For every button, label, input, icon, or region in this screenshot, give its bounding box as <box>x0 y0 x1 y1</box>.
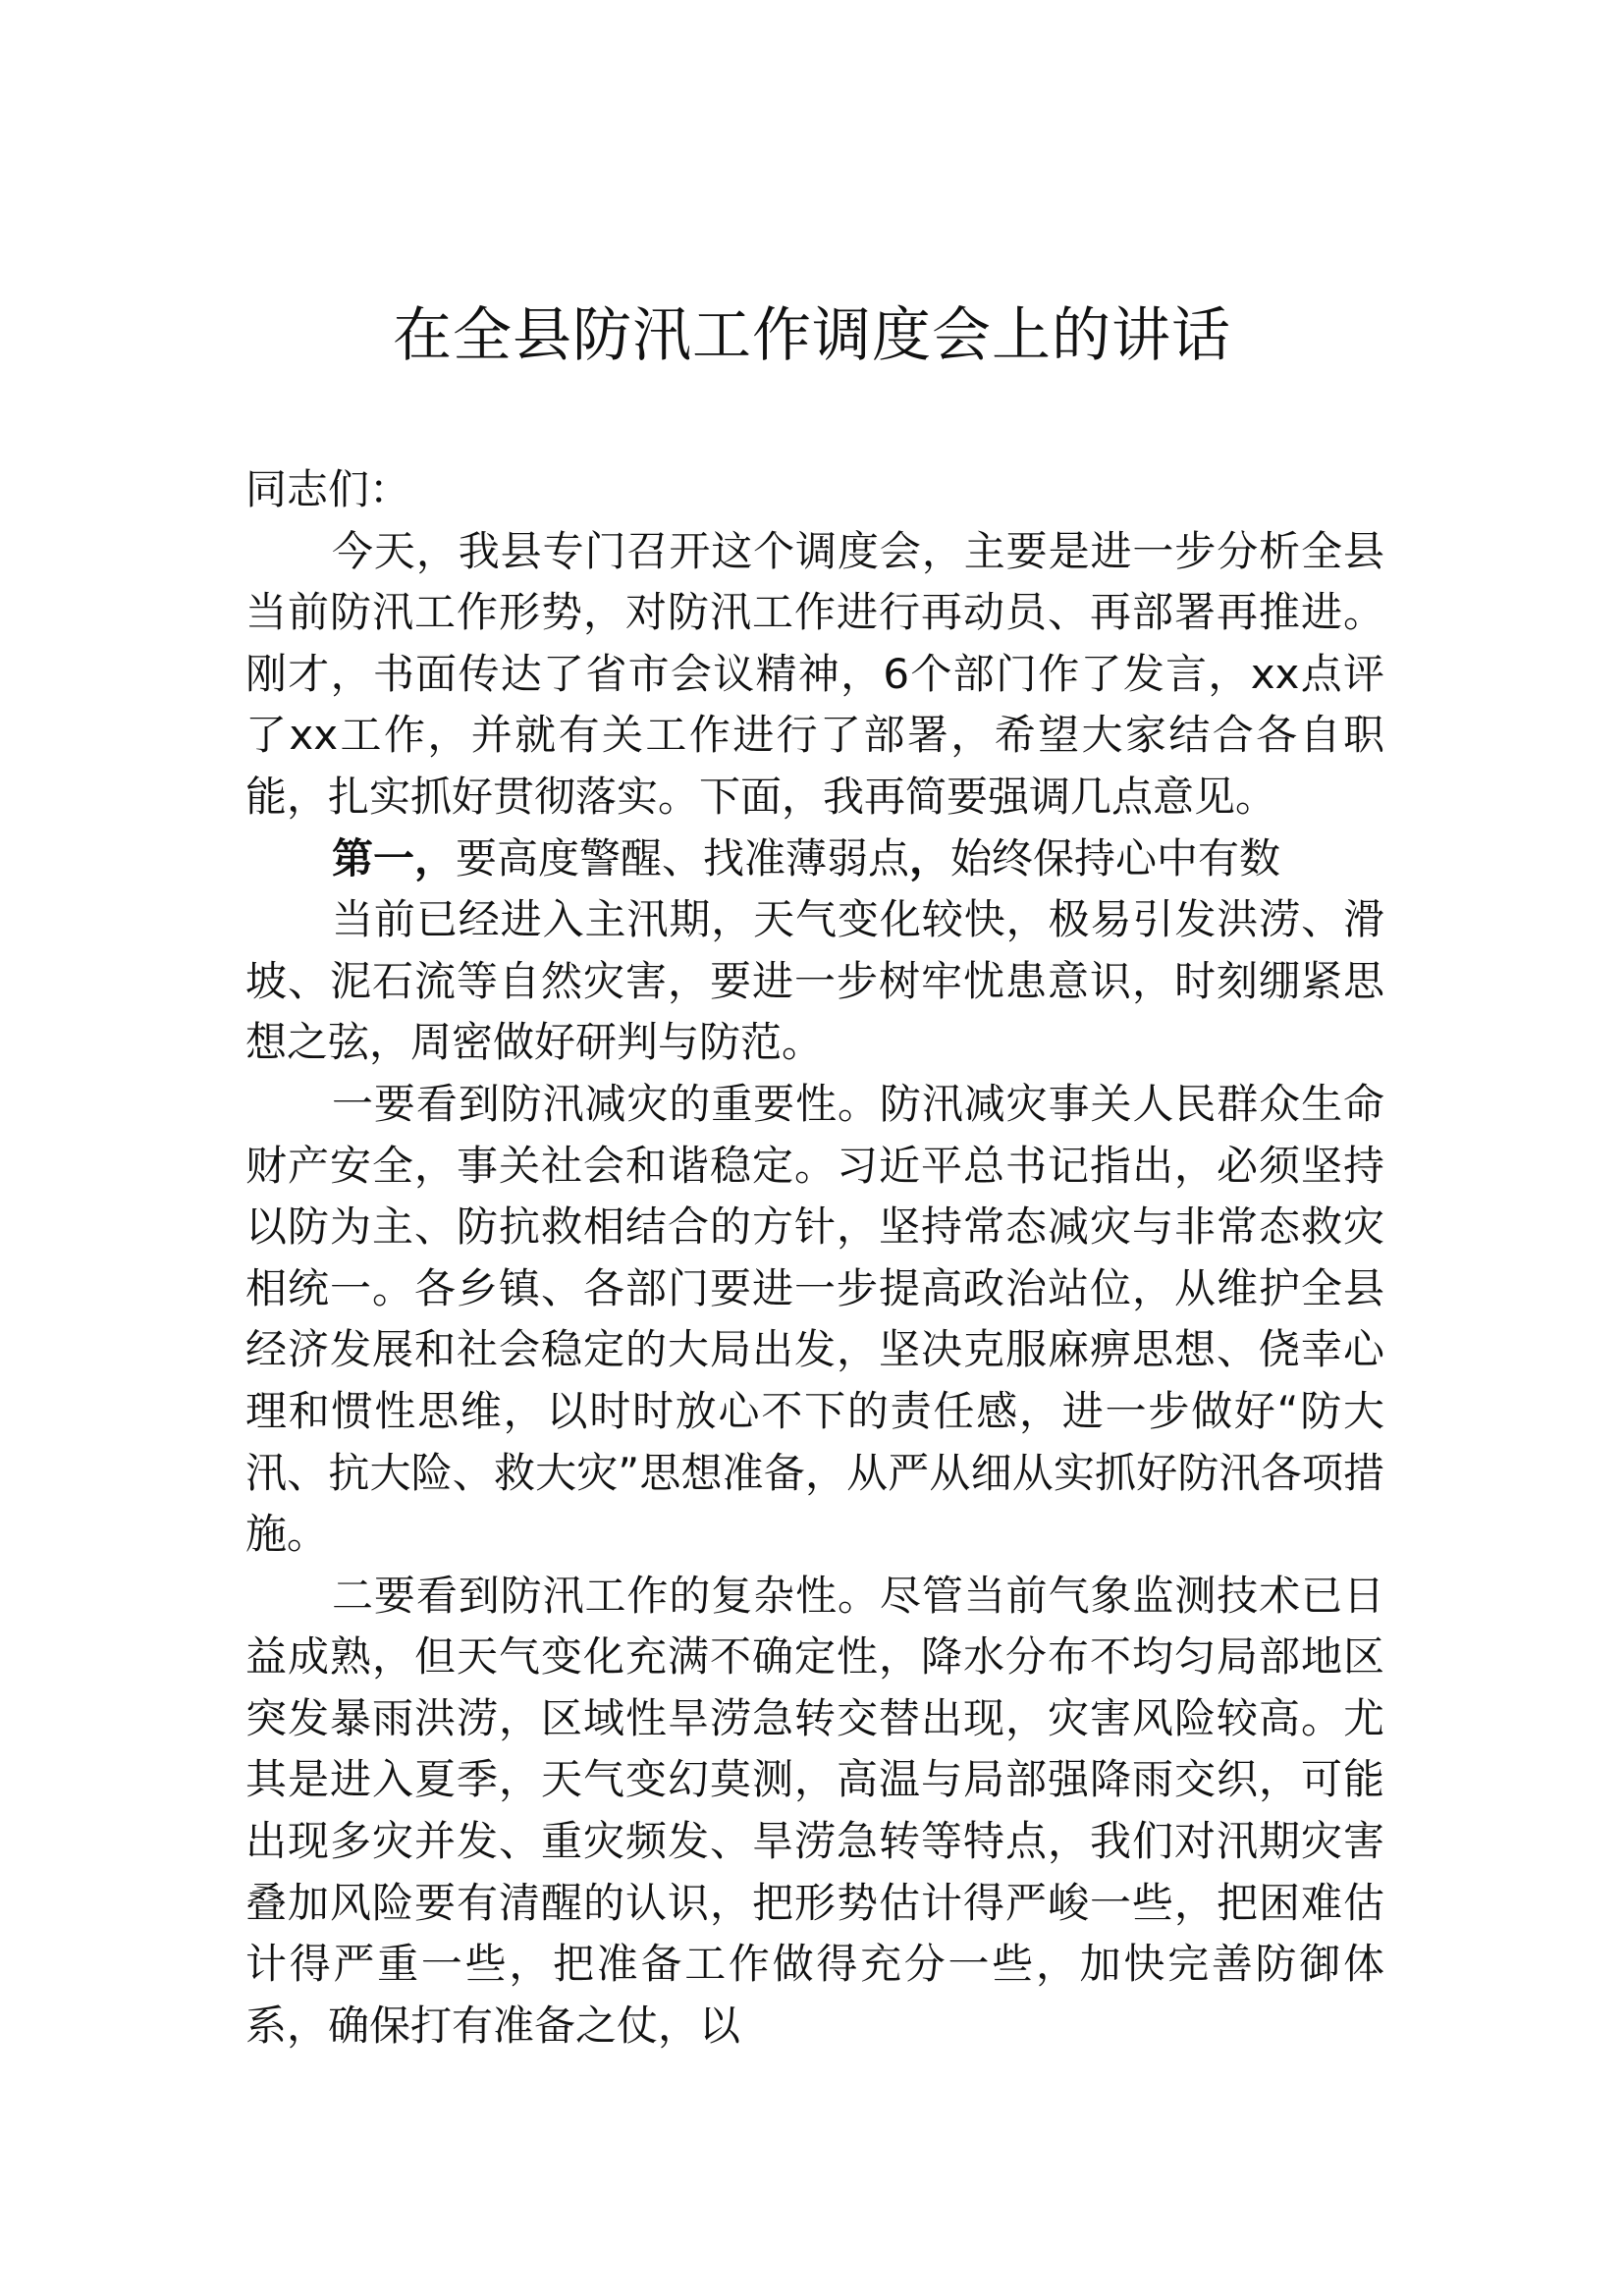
section-separator: ， <box>909 833 951 882</box>
intro-paragraph: 今天，我县专门召开这个调度会，主要是进一步分析全县当前防汛工作形势，对防汛工作进行再动员、再部署再推进。刚才，书面传达了省市会议精神，6个部门作了发言，xx点评了xx工作，并就有关工作进行了部署，希望大家结合各自职能，扎实抓好贯彻落实。下面，我再简要强调几点意见。 <box>245 526 1384 821</box>
document-title: 在全县防汛工作调度会上的讲话 <box>393 301 1231 370</box>
paragraph-3: 二要看到防汛工作的复杂性。尽管当前气象监测技术已日益成熟，但天气变化充满不确定性，降水分布不均匀局部地区突发暴雨洪涝，区域性旱涝急转交替出现，灾害风险较高。尤其是进入夏季，天气变幻莫测，高温与局部强降雨交织，可能出现多灾并发、重灾频发、旱涝急转等特点，我们对汛期灾害叠加风险要有清醒的认识，把形势估计得严峻一些，把困难估计得严重一些，把准备工作做得充分一些，加快完善防御体系，确保打有准备之仗，以 <box>245 1571 1384 2050</box>
salutation: 同志们： <box>245 465 411 513</box>
section-text-b: 始终保持心中有数 <box>950 833 1281 882</box>
paragraph-2: 一要看到防汛减灾的重要性。防汛减灾事关人民群众生命财产安全，事关社会和谐稳定。习近平总书记指出，必须坚持以防为主、防抗救相结合的方针，坚持常态减灾与非常态救灾相统一。各乡镇、各部门要进一步提高政治站位，从维护全县经济发展和社会稳定的大局出发，坚决克服麻痹思想、侥幸心理和惯性思维，以时时放心不下的责任感，进一步做好“防大汛、抗大险、救大灾”思想准备，从严从细从实抓好防汛各项措施。 <box>245 1079 1384 1559</box>
section-text-a: 要高度警醒、找准薄弱点 <box>456 833 910 882</box>
section-label: 第一， <box>332 833 457 882</box>
document-body <box>245 459 1384 2056</box>
paragraph-1: 当前已经进入主汛期，天气变化较快，极易引发洪涝、滑坡、泥石流等自然灾害，要进一步树牢忧患意识，时刻绷紧思想之弦，周密做好研判与防范。 <box>245 895 1384 1067</box>
section-heading-1 <box>245 828 1384 890</box>
